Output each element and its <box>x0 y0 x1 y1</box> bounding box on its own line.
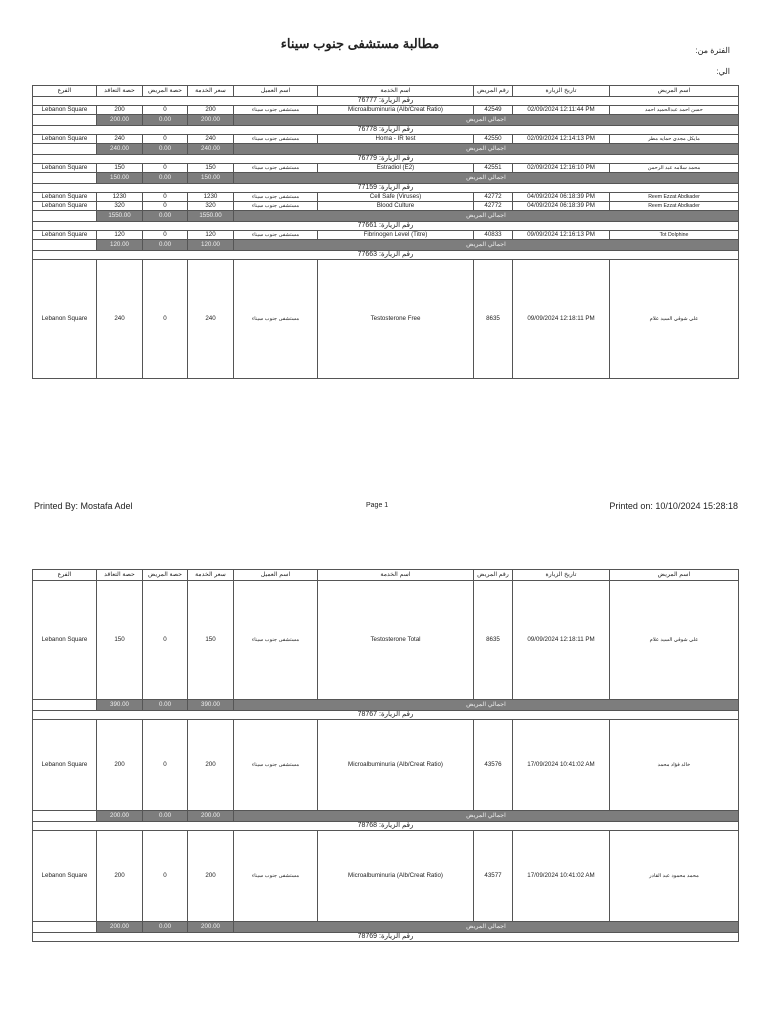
patient-total-label: اجمالي المريض <box>234 922 739 933</box>
cell-date: 17/09/2024 10:41:02 AM <box>513 831 610 922</box>
cell-pid: 42550 <box>474 135 513 144</box>
cell-patient-share: 0 <box>143 581 188 700</box>
total-amount: 120.00 <box>188 240 234 251</box>
column-header: اسم الخدمة <box>318 570 474 581</box>
total-spacer <box>33 922 97 933</box>
cell-name: علي شوقي السيد علام <box>610 581 739 700</box>
patient-total-row <box>33 700 739 711</box>
cell-date: 09/09/2024 12:16:13 PM <box>513 231 610 240</box>
total-amount: 0.00 <box>143 144 188 155</box>
cell-price: 320 <box>188 202 234 211</box>
visit-label: رقم الزيارة: <box>379 184 414 191</box>
table-header-row <box>33 570 739 581</box>
cell-patient-share: 0 <box>143 231 188 240</box>
cell-patient-share: 0 <box>143 193 188 202</box>
cell-service: Microalbuminuria (Alb/Creat Ratio) <box>318 720 474 811</box>
patient-total-label: اجمالي المريض <box>234 700 739 711</box>
visit-number-cell <box>33 155 739 164</box>
total-amount: 0.00 <box>143 211 188 222</box>
cell-date: 02/09/2024 12:11:44 PM <box>513 106 610 115</box>
cell-client: مستشفى جنوب سيناء <box>234 831 318 922</box>
cell-patient-share: 0 <box>143 202 188 211</box>
cell-service: Estradiol (E2) <box>318 164 474 173</box>
visit-number: 77661 <box>357 222 378 229</box>
visit-row <box>33 822 739 831</box>
cell-client: مستشفى جنوب سيناء <box>234 135 318 144</box>
cell-client: مستشفى جنوب سيناء <box>234 106 318 115</box>
cell-branch: Lebanon Square <box>33 831 97 922</box>
cell-price: 150 <box>188 164 234 173</box>
cell-contract: 150 <box>97 581 143 700</box>
cell-service: Microalbuminuria (Alb/Creat Ratio) <box>318 831 474 922</box>
column-header: رقم المريض <box>474 570 513 581</box>
cell-name: مايكل مجدي حمايه مطر <box>610 135 739 144</box>
total-spacer <box>33 240 97 251</box>
total-spacer <box>33 700 97 711</box>
total-amount: 1550.00 <box>97 211 143 222</box>
visit-number-cell <box>33 97 739 106</box>
visit-number-cell <box>33 184 739 193</box>
total-amount: 1550.00 <box>188 211 234 222</box>
visit-number: 78768 <box>357 822 378 829</box>
cell-pid: 42772 <box>474 193 513 202</box>
visit-label: رقم الزيارة: <box>379 933 414 940</box>
visit-number-cell <box>33 251 739 260</box>
cell-service: Cell Safe (Viruses) <box>318 193 474 202</box>
cell-patient-share: 0 <box>143 135 188 144</box>
visit-label: رقم الزيارة: <box>379 251 414 258</box>
cell-contract: 320 <box>97 202 143 211</box>
column-header: اسم العميل <box>234 86 318 97</box>
table-row <box>33 202 739 211</box>
patient-total-row <box>33 922 739 933</box>
table-row <box>33 231 739 240</box>
total-amount: 200.00 <box>97 811 143 822</box>
cell-contract: 200 <box>97 106 143 115</box>
page-number: Page 1 <box>366 502 389 509</box>
column-header: حصة التعاقد <box>97 570 143 581</box>
cell-service: Testosterone Free <box>318 260 474 379</box>
cell-patient-share: 0 <box>143 831 188 922</box>
cell-patient-share: 0 <box>143 260 188 379</box>
cell-branch: Lebanon Square <box>33 135 97 144</box>
cell-price: 240 <box>188 260 234 379</box>
patient-total-row <box>33 811 739 822</box>
column-header: اسم المريض <box>610 86 739 97</box>
cell-client: مستشفى جنوب سيناء <box>234 193 318 202</box>
cell-contract: 240 <box>97 135 143 144</box>
cell-contract: 200 <box>97 720 143 811</box>
cell-branch: Lebanon Square <box>33 193 97 202</box>
cell-price: 200 <box>188 720 234 811</box>
total-amount: 150.00 <box>188 173 234 184</box>
cell-name: خالد فؤاد محمد <box>610 720 739 811</box>
visit-number: 77663 <box>357 251 378 258</box>
cell-date: 04/09/2024 06:18:39 PM <box>513 193 610 202</box>
column-header: تاريخ الزيارة <box>513 86 610 97</box>
total-amount: 0.00 <box>143 240 188 251</box>
column-header: رقم المريض <box>474 86 513 97</box>
cell-service: Blood Culture <box>318 202 474 211</box>
total-amount: 240.00 <box>97 144 143 155</box>
table-row <box>33 260 739 379</box>
total-amount: 0.00 <box>143 173 188 184</box>
visit-row <box>33 155 739 164</box>
visit-number: 76779 <box>357 155 378 162</box>
cell-branch: Lebanon Square <box>33 231 97 240</box>
cell-branch: Lebanon Square <box>33 260 97 379</box>
patient-total-row <box>33 173 739 184</box>
visit-row <box>33 933 739 942</box>
total-spacer <box>33 211 97 222</box>
visit-number: 76777 <box>357 97 378 104</box>
total-amount: 240.00 <box>188 144 234 155</box>
total-amount: 200.00 <box>188 922 234 933</box>
cell-pid: 42772 <box>474 202 513 211</box>
total-spacer <box>33 115 97 126</box>
cell-client: مستشفى جنوب سيناء <box>234 260 318 379</box>
visit-label: رقم الزيارة: <box>379 711 414 718</box>
cell-price: 240 <box>188 135 234 144</box>
cell-date: 17/09/2024 10:41:02 AM <box>513 720 610 811</box>
cell-client: مستشفى جنوب سيناء <box>234 231 318 240</box>
table-row <box>33 581 739 700</box>
claims-table-page-2 <box>32 569 739 942</box>
cell-name: محمد محمود عبد القادر <box>610 831 739 922</box>
claims-table-page-1 <box>32 85 739 379</box>
total-spacer <box>33 811 97 822</box>
cell-name: Reem Ezzat Abdkader <box>610 202 739 211</box>
visit-row <box>33 711 739 720</box>
cell-client: مستشفى جنوب سيناء <box>234 581 318 700</box>
cell-service: Microalbuminuria (Alb/Creat Ratio) <box>318 106 474 115</box>
visit-number-cell <box>33 711 739 720</box>
total-spacer <box>33 173 97 184</box>
table-row <box>33 164 739 173</box>
patient-total-label: اجمالي المريض <box>234 144 739 155</box>
table-row <box>33 106 739 115</box>
visit-number: 77159 <box>357 184 378 191</box>
visit-number: 78769 <box>357 933 378 940</box>
visit-number-cell <box>33 822 739 831</box>
cell-patient-share: 0 <box>143 164 188 173</box>
column-header: الفرع <box>33 570 97 581</box>
cell-branch: Lebanon Square <box>33 202 97 211</box>
cell-price: 200 <box>188 106 234 115</box>
cell-client: مستشفى جنوب سيناء <box>234 202 318 211</box>
total-amount: 390.00 <box>188 700 234 711</box>
column-header: سعر الخدمة <box>188 570 234 581</box>
total-amount: 200.00 <box>188 811 234 822</box>
visit-row <box>33 222 739 231</box>
visit-label: رقم الزيارة: <box>379 97 414 104</box>
cell-branch: Lebanon Square <box>33 164 97 173</box>
table-row <box>33 831 739 922</box>
cell-price: 120 <box>188 231 234 240</box>
column-header: اسم العميل <box>234 570 318 581</box>
visit-number-cell <box>33 222 739 231</box>
total-amount: 120.00 <box>97 240 143 251</box>
table-row <box>33 720 739 811</box>
cell-price: 200 <box>188 831 234 922</box>
cell-service: Fibrinogen Level (Titre) <box>318 231 474 240</box>
cell-patient-share: 0 <box>143 720 188 811</box>
cell-name: علي شوقي السيد علام <box>610 260 739 379</box>
cell-name: حسن احمد عبدالحميد احمد <box>610 106 739 115</box>
patient-total-row <box>33 144 739 155</box>
total-amount: 150.00 <box>97 173 143 184</box>
cell-pid: 8635 <box>474 581 513 700</box>
patient-total-label: اجمالي المريض <box>234 173 739 184</box>
total-amount: 0.00 <box>143 811 188 822</box>
patient-total-label: اجمالي المريض <box>234 811 739 822</box>
column-header: الفرع <box>33 86 97 97</box>
cell-service: Testosterone Total <box>318 581 474 700</box>
column-header: حصة المريض <box>143 570 188 581</box>
patient-total-label: اجمالي المريض <box>234 240 739 251</box>
visit-row <box>33 184 739 193</box>
cell-pid: 43576 <box>474 720 513 811</box>
visit-row <box>33 97 739 106</box>
patient-total-label: اجمالي المريض <box>234 211 739 222</box>
column-header: سعر الخدمة <box>188 86 234 97</box>
cell-pid: 40833 <box>474 231 513 240</box>
cell-date: 02/09/2024 12:14:13 PM <box>513 135 610 144</box>
table-header-row <box>33 86 739 97</box>
cell-price: 1230 <box>188 193 234 202</box>
table-row <box>33 193 739 202</box>
visit-row <box>33 126 739 135</box>
printed-on: Printed on: 10/10/2024 15:28:18 <box>609 501 738 511</box>
patient-total-row <box>33 240 739 251</box>
cell-pid: 43577 <box>474 831 513 922</box>
table-row <box>33 135 739 144</box>
cell-contract: 200 <box>97 831 143 922</box>
cell-contract: 120 <box>97 231 143 240</box>
cell-name: محمد سلامه عبد الرحمن <box>610 164 739 173</box>
total-amount: 0.00 <box>143 700 188 711</box>
column-header: تاريخ الزيارة <box>513 570 610 581</box>
period-from-label: الفترة من: <box>695 46 730 55</box>
cell-date: 09/09/2024 12:18:11 PM <box>513 260 610 379</box>
cell-date: 09/09/2024 12:18:11 PM <box>513 581 610 700</box>
cell-pid: 8635 <box>474 260 513 379</box>
visit-label: رقم الزيارة: <box>379 155 414 162</box>
total-amount: 200.00 <box>188 115 234 126</box>
cell-branch: Lebanon Square <box>33 106 97 115</box>
visit-number: 78767 <box>357 711 378 718</box>
cell-pid: 42549 <box>474 106 513 115</box>
cell-branch: Lebanon Square <box>33 720 97 811</box>
visit-number-cell <box>33 126 739 135</box>
visit-number: 76778 <box>357 126 378 133</box>
cell-name: Reem Ezzat Abdkader <box>610 193 739 202</box>
visit-row <box>33 251 739 260</box>
column-header: اسم الخدمة <box>318 86 474 97</box>
cell-patient-share: 0 <box>143 106 188 115</box>
total-amount: 200.00 <box>97 922 143 933</box>
period-to-label: الي: <box>716 67 730 76</box>
visit-label: رقم الزيارة: <box>379 126 414 133</box>
visit-number-cell <box>33 933 739 942</box>
total-amount: 0.00 <box>143 115 188 126</box>
cell-price: 150 <box>188 581 234 700</box>
cell-contract: 1230 <box>97 193 143 202</box>
column-header: اسم المريض <box>610 570 739 581</box>
cell-branch: Lebanon Square <box>33 581 97 700</box>
column-header: حصة التعاقد <box>97 86 143 97</box>
patient-total-label: اجمالي المريض <box>234 115 739 126</box>
patient-total-row <box>33 115 739 126</box>
printed-by: Printed By: Mostafa Adel <box>34 501 133 511</box>
total-amount: 390.00 <box>97 700 143 711</box>
cell-pid: 42551 <box>474 164 513 173</box>
cell-name: Tot Dolphine <box>610 231 739 240</box>
cell-contract: 150 <box>97 164 143 173</box>
total-amount: 200.00 <box>97 115 143 126</box>
cell-service: Homa - IR test <box>318 135 474 144</box>
total-amount: 0.00 <box>143 922 188 933</box>
visit-label: رقم الزيارة: <box>379 822 414 829</box>
total-spacer <box>33 144 97 155</box>
visit-label: رقم الزيارة: <box>379 222 414 229</box>
cell-date: 04/09/2024 06:18:39 PM <box>513 202 610 211</box>
cell-client: مستشفى جنوب سيناء <box>234 720 318 811</box>
report-title: مطالبة مستشفى جنوب سيناء <box>280 36 440 51</box>
column-header: حصة المريض <box>143 86 188 97</box>
cell-contract: 240 <box>97 260 143 379</box>
cell-date: 02/09/2024 12:16:10 PM <box>513 164 610 173</box>
patient-total-row <box>33 211 739 222</box>
cell-client: مستشفى جنوب سيناء <box>234 164 318 173</box>
